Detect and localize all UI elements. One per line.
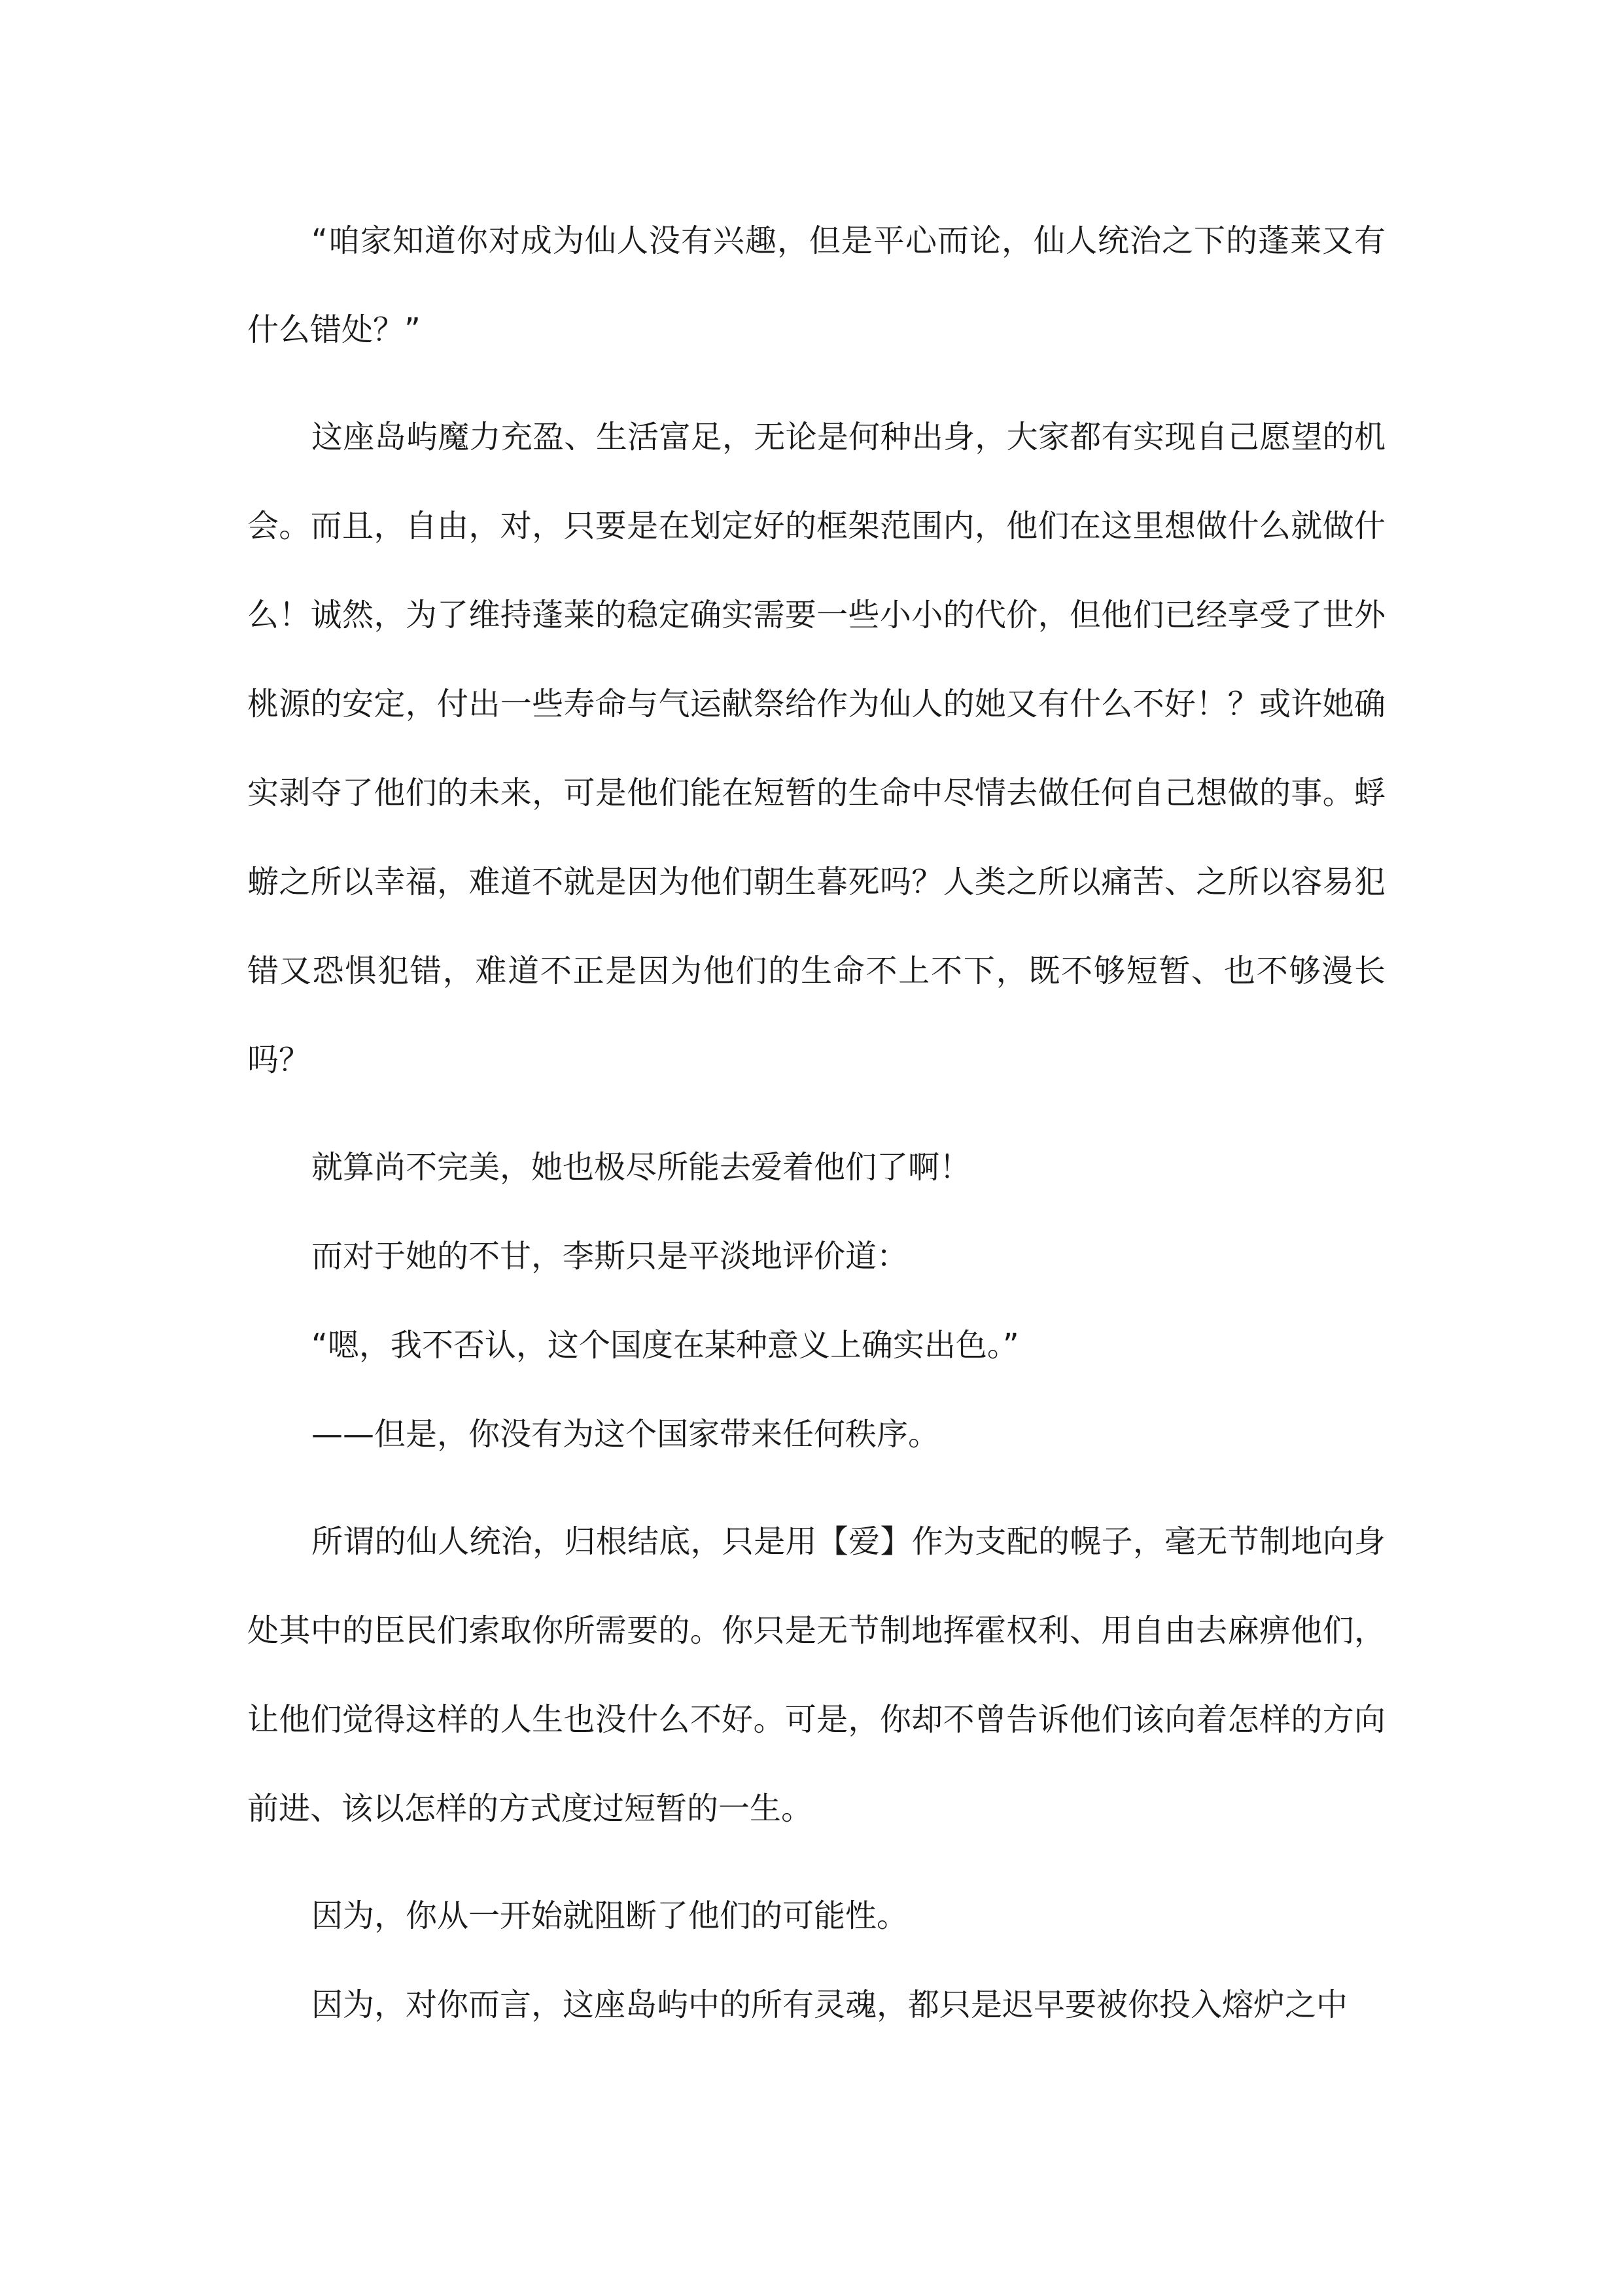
paragraph-9: 因为，对你而言，这座岛屿中的所有灵魂，都只是迟早要被你投入熔炉之中 bbox=[311, 1987, 1348, 2023]
paragraph-2: 这座岛屿魔力充盈、生活富足，无论是何种出身，大家都有实现自己愿望的机会。而且，自由，对，只要是在划定好的框架范围内，他们在这里想做什么就做什么！诚然，为了维持蓬莱的稳定确实需要一些小小的代价，但他们已经享受了世外桃源的安定，付出一些寿命与气运献祭给作为仙人的她又有什么不好！？或许她确实剥夺了他们的未来，可是他们能在短暂的生命中尽情去做任何自己想做的事。蜉蝣之所以幸福，难道不就是因为他们朝生暮死吗？人类之所以痛苦、之所以容易犯错又恐惧犯错，难道不正是因为他们的生命不上不下，既不够短暂、也不够漫长吗？ bbox=[247, 419, 1386, 1078]
document-body bbox=[247, 196, 1386, 2049]
paragraph-7: 所谓的仙人统治，归根结底，只是用【爱】作为支配的幌子，毫无节制地向身处其中的臣民们索取你所需要的。你只是无节制地挥霍权利、用自由去麻痹他们，让他们觉得这样的人生也没什么不好。可是，你却不曾告诉他们该向着怎样的方向前进、该以怎样的方式度过短暂的一生。 bbox=[247, 1523, 1386, 1827]
paragraph-1: “咱家知道你对成为仙人没有兴趣，但是平心而论，仙人统治之下的蓬莱又有什么错处？” bbox=[247, 222, 1386, 348]
paragraph-6: ——但是，你没有为这个国家带来任何秩序。 bbox=[311, 1416, 940, 1453]
paragraph-5: “嗯，我不否认，这个国度在某种意义上确实出色。” bbox=[311, 1327, 1019, 1364]
paragraph-3: 就算尚不完美，她也极尽所能去爱着他们了啊！ bbox=[311, 1149, 971, 1186]
paragraph-8: 因为，你从一开始就阻断了他们的可能性。 bbox=[311, 1898, 909, 1934]
paragraph-4: 而对于她的不甘，李斯只是平淡地评价道： bbox=[311, 1238, 909, 1275]
